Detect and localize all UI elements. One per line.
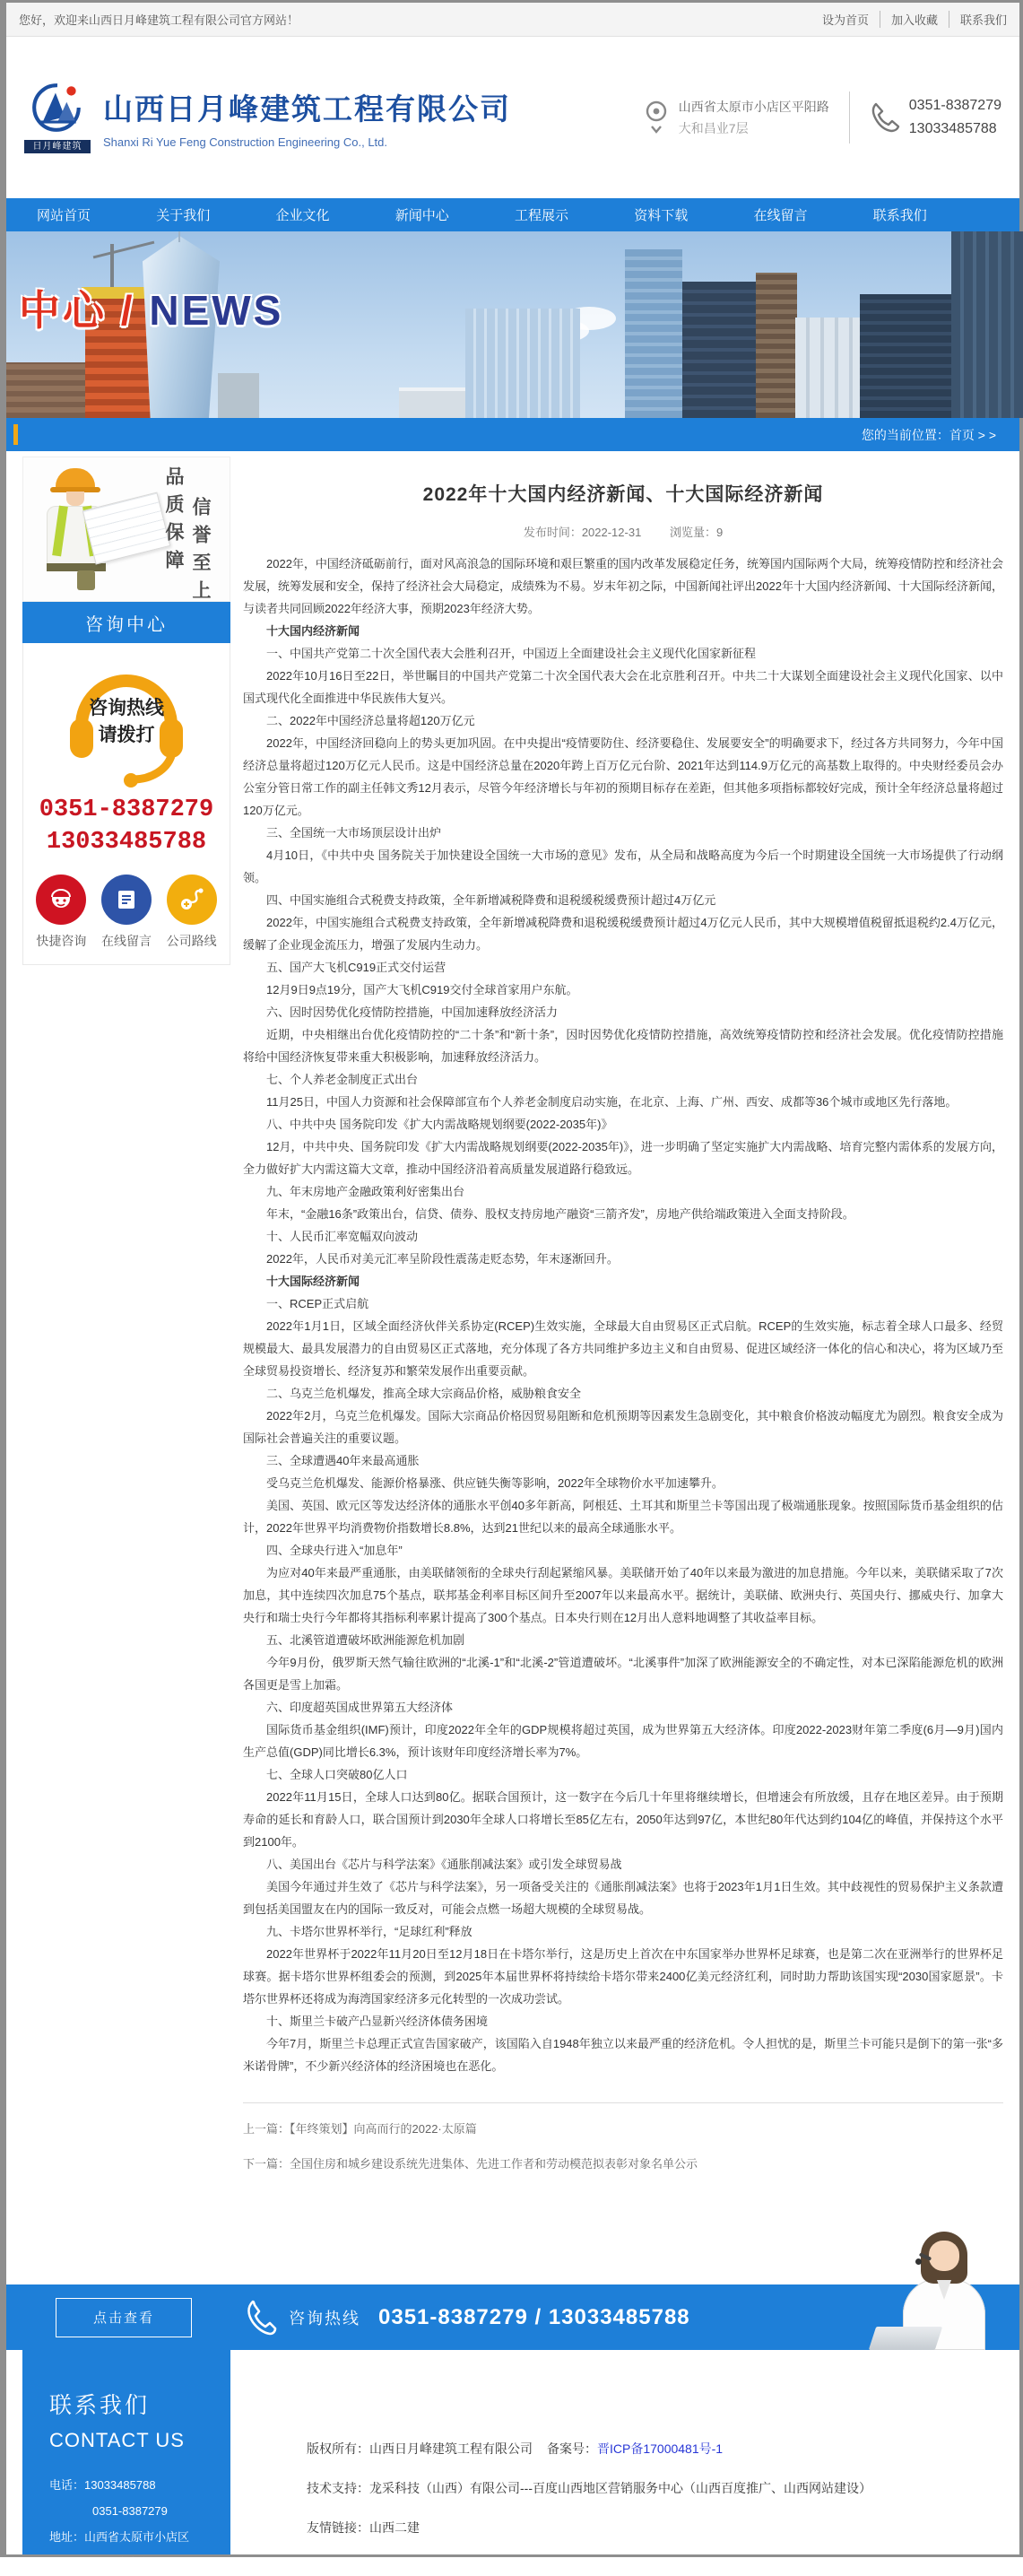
banner-title-en: NEWS — [149, 287, 284, 334]
article-meta — [243, 523, 1003, 540]
location-icon — [643, 100, 670, 135]
footer-contact-box — [22, 2350, 230, 2570]
blueprint-shape — [82, 492, 170, 565]
topbar-link[interactable]: 设为首页 — [811, 11, 880, 28]
message-board-button[interactable]: 在线留言 — [101, 875, 152, 950]
topbar-link[interactable]: 加入收藏 — [880, 11, 949, 28]
copyright-line: 版权所有：山西日月峰建筑工程有限公司 备案号：晋ICP备17000481号-1 — [307, 2441, 724, 2456]
nav-item[interactable]: 联系我们 — [872, 208, 927, 223]
click-view-button[interactable]: 点击查看 — [56, 2298, 192, 2337]
company-logo[interactable] — [24, 82, 91, 153]
article-paragraph: 今年7月，斯里兰卡总理正式宣告国家破产，该国陷入自1948年独立以来最严重的经济危机。令人担忧的是，斯里兰卡可能只是倒下的第一张“多米诺骨牌”，不少新兴经济体的经济困境也在恶化。 — [243, 2037, 1003, 2073]
company-name: 山西日月峰建筑工程有限公司 — [103, 92, 511, 126]
article-paragraph: 2022年1月1日，区域全面经济伙伴关系协定(RCEP)生效实施，全球最大自由贸易区正式启航。RCEP的生效实施，标志着全球人口最多、经贸规模最大、最具发展潜力的自由贸易区正式落地，充分体现了各方共同维护多边主义和自由贸易、促进区域经济一体化的信心和决心，将为区域乃至全球贸易投资增长、经济复苏和繁荣发展作出重要贡献。 — [243, 1319, 1003, 1378]
consult-center-header[interactable]: 咨询中心 — [22, 602, 230, 643]
article-paragraph: 美国、英国、欧元区等发达经济体的通胀水平创40多年新高，阿根廷、土耳其和斯里兰卡等国出现了极端通胀现象。按照国际货币基金组织的估计，2022年世界平均消费物价指数增长8.8%，达到21世纪以来的最高全球通胀水平。 — [243, 1499, 1003, 1535]
agent-laptop-shape — [869, 2327, 942, 2350]
article-paragraph: 九、年末房地产金融政策利好密集出台 — [266, 1185, 465, 1198]
article-paragraph: 近期，中央相继出台优化疫情防控的“二十条”和“新十条”，因时因势优化疫情防控措施，高效统筹疫情防控和经济社会发展。优化疫情防控措施将给中国经济恢复带来重大积极影响，加速释放经济活力。 — [243, 1028, 1003, 1064]
topbar-links — [811, 11, 1007, 28]
news-banner-image — [6, 231, 1019, 418]
article-paragraph: 五、北溪管道遭破坏欧洲能源危机加剧 — [266, 1633, 465, 1647]
content — [6, 451, 1019, 2197]
topbar-link[interactable]: 联系我们 — [959, 13, 1007, 27]
footer — [6, 2350, 1019, 2570]
building-shape — [682, 282, 758, 418]
cta-spacer — [6, 2197, 1019, 2284]
nav-item[interactable]: 关于我们 — [156, 208, 211, 223]
footer-contact-title: 联系我们 — [49, 2393, 151, 2418]
article-paragraph: 三、全球遭遇40年来最高通胀 — [266, 1454, 420, 1467]
banner-title-separator: / — [107, 287, 150, 334]
article-pager — [243, 2102, 1003, 2197]
slogan-reputation: 信誉至上 — [190, 497, 211, 608]
article-paragraph: 二、乌克兰危机爆发，推高全球大宗商品价格，威胁粮食安全 — [266, 1387, 582, 1400]
nav-item[interactable]: 工程展示 — [515, 208, 569, 223]
building-shape — [795, 318, 863, 418]
header-address-1: 山西省太原市小店区平阳路 — [678, 100, 829, 114]
article-paragraph: 11月25日，中国人力资源和社会保障部宣布个人养老金制度启动实施，在北京、上海、广州、西安、成都等36个城市或地区先行落地。 — [266, 1095, 958, 1109]
spire-shape — [178, 231, 180, 242]
article-paragraph: 一、中国共产党第二十次全国代表大会胜利召开，中国迈上全面建设社会主义现代化国家新征程 — [266, 647, 757, 660]
hotline-caption: 咨询热线 请拨打 — [89, 698, 164, 745]
article-paragraph: 国际货币基金组织(IMF)预计，印度2022年全年的GDP规模将超过英国，成为世界第五大经济体。印度2022-2023财年第二季度(6月—9月)国内生产总值(GDP)同比增长6.3%，预计该财年印度经济增长率为7%。 — [243, 1723, 1003, 1759]
building-shape — [218, 373, 259, 418]
consult-box — [22, 643, 230, 965]
article-paragraph: 2022年，中国实施组合式税费支持政策，全年新增减税降费和退税缓税缓费预计超过4万亿元人民币，其中大规模增值税留抵退税约2.4万亿元，缓解了企业现金流压力，增强了发展内生动力。 — [243, 916, 1003, 952]
sidebar — [22, 457, 230, 2197]
main-nav — [6, 198, 1019, 231]
article-paragraph: 4月10日，《中共中央 国务院关于加快建设全国统一大市场的意见》发布，从全局和战略高度为今后一个时期建设全国统一大市场提供了行动纲领。 — [243, 849, 1003, 884]
article-paragraph: 2022年11月15日，全球人口达到80亿。据联合国预计，这一数字在今后几十年里将继续增长，但增速会有所放缓，且存在地区差异。由于预期寿命的延长和育龄人口，联合国预计到2030年全球人口将增长至85亿左右，2050年达到97亿，本世纪80年代达到约104亿的峰值，并保持这个水平到2100年。 — [243, 1790, 1003, 1849]
nav-item[interactable]: 网站首页 — [37, 208, 91, 223]
quality-promo-image — [22, 457, 230, 608]
article-paragraph: 2022年10月16日至22日，举世瞩目的中国共产党第二十次全国代表大会在北京胜利召开。中共二十大谋划全面建设社会主义现代化国家、以中国式现代化全面推进中华民族伟大复兴。 — [243, 669, 1003, 705]
article-paragraph: 八、美国出台《芯片与科学法案》《通胀削减法案》或引发全球贸易战 — [266, 1858, 622, 1871]
breadcrumb[interactable]: 您的当前位置：首页 > > — [861, 427, 996, 442]
breadcrumb-bar — [6, 418, 1019, 451]
sidebar-phone-2: 13033485788 — [46, 829, 207, 856]
header-address-2: 大和昌业7层 — [678, 121, 749, 135]
footer-copyright-block — [307, 2429, 871, 2547]
view-count: 浏览量：9 — [669, 526, 724, 539]
article-paragraph: 九、卡塔尔世界杯举行，“足球红利”释放 — [266, 1925, 472, 1938]
sidebar-phone-1: 0351-8387279 — [39, 796, 214, 823]
welcome-text: 您好，欢迎来山西日月峰建筑工程有限公司官方网站！ — [19, 13, 299, 27]
article-paragraph: 十大国际经济新闻 — [266, 1275, 360, 1288]
next-article — [243, 2153, 1003, 2175]
article-paragraph: 八、中共中央 国务院印发《扩大内需战略规划纲要(2022-2035年)》 — [266, 1118, 613, 1131]
logo-mountain-icon — [30, 82, 85, 134]
article-paragraph: 2022年，人民币对美元汇率呈阶段性震荡走贬态势，年末逐渐回升。 — [266, 1252, 619, 1266]
article-paragraph: 12月，中共中央、国务院印发《扩大内需战略规划纲要(2022-2035年)》，进一步明确了坚定实施扩大内需战略、培育完整内需体系的发展方向，全力做好扩大内需这篇大文章，推动中国经济沿着高质量发展道路行稳致远。 — [243, 1140, 1003, 1176]
article-paragraph: 五、国产大飞机C919正式交付运营 — [266, 961, 446, 974]
worker-face-shape — [66, 492, 84, 506]
nav-item[interactable]: 在线留言 — [753, 208, 808, 223]
header — [6, 37, 1019, 198]
prev-label: 上一篇： — [243, 2122, 290, 2136]
header-phone-2: 13033485788 — [908, 121, 997, 136]
agent-face-shape — [929, 2241, 959, 2271]
article-paragraph: 2022年，中国经济砥砺前行，面对风高浪急的国际环境和艰巨繁重的国内改革发展稳定任务，统筹国内国际两个大局，统筹疫情防控和经济社会发展，统筹发展和安全，保持了经济社会大局稳定，成绩殊为不易。岁末年初之际，中国新闻社评出2022年十大国内经济新闻、十大国际经济新闻，与读者共同回顾2022年经济大事，预期2023年经济大势。 — [243, 557, 1003, 615]
logo-caption: 日月峰建筑 — [24, 140, 91, 153]
building-shape — [6, 362, 87, 418]
building-shape — [625, 249, 682, 418]
publish-time: 发布时间：2022-12-31 — [523, 526, 642, 539]
service-agent-image — [872, 2232, 1007, 2350]
prev-article-link[interactable]: 【年终策划】向高而行的2022·太原篇 — [290, 2122, 477, 2136]
article-paragraph: 十、斯里兰卡破产凸显新兴经济体债务困境 — [266, 2015, 489, 2028]
article-paragraph: 今年9月份，俄罗斯天然气输往欧洲的“北溪-1”和“北溪-2”管道遭破坏。“北溪事件”加深了欧洲能源安全的不确定性，对本已深陷能源危机的欧洲各国更是雪上加霜。 — [243, 1656, 1003, 1692]
footer-tel-line2: 0351-8387279 — [92, 2504, 168, 2518]
slogan-quality: 品质保障 — [163, 466, 184, 578]
chat-face-icon — [48, 886, 74, 913]
cta-section — [6, 2197, 1019, 2350]
article-paragraph: 七、全球人口突破80亿人口 — [266, 1768, 408, 1781]
banner-title-cn: 中心 — [19, 287, 107, 334]
prev-article — [243, 2118, 1003, 2140]
breadcrumb-accent-bar — [13, 424, 18, 445]
footer-tel-line1: 电话：13033485788 — [49, 2478, 156, 2492]
friend-links-line: 友情链接：山西二建 — [307, 2520, 420, 2535]
worker-pouch-shape — [77, 570, 95, 590]
banner-title — [19, 278, 283, 337]
article-title: 2022年十大国内经济新闻、十大国际经济新闻 — [422, 484, 824, 505]
footer-addr-line1: 地址：山西省太原市小店区 — [49, 2530, 190, 2544]
quick-consult-button[interactable]: 快捷咨询 — [36, 875, 86, 950]
article-paragraph: 十、人民币汇率宽幅双向波动 — [266, 1230, 419, 1243]
handset-icon — [246, 2300, 276, 2336]
article-paragraph: 六、印度超英国成世界第五大经济体 — [266, 1701, 454, 1714]
article-main — [230, 457, 1003, 2197]
agent-mic-shape — [915, 2258, 922, 2265]
article-paragraph: 2022年世界杯于2022年11月20日至12月18日在卡塔尔举行，这是历史上首次在中东国家举办世界杯足球赛，也是第二次在亚洲举行的世界杯足球赛。据卡塔尔世界杯组委会的预测，到2025年本届世界杯将持续给卡塔尔带来2400亿美元经济红利，同时助力帮助该国实现“2030国家愿景”。卡塔尔世界杯还将成为海湾国家经济多元化转型的一次成功尝试。 — [243, 1947, 1003, 2006]
article-paragraph: 2022年2月，乌克兰危机爆发。国际大宗商品价格因贸易阻断和危机预期等因素发生急剧变化，其中粮食价格波动幅度尤为剧烈。粮食安全成为国际社会普遍关注的重要议题。 — [243, 1409, 1003, 1445]
footer-addr-line2: 平阳路大和昌业7层 — [92, 2556, 193, 2570]
nav-item[interactable]: 新闻中心 — [394, 208, 449, 223]
cta-bar — [6, 2284, 1019, 2350]
article-paragraph: 年末，“金融16条”政策出台，信贷、债券、股权支持房地产融资“三箭齐发”，房地产供给端政策进入全面支持阶段。 — [266, 1207, 854, 1221]
header-divider — [849, 91, 850, 144]
article-paragraph: 三、全国统一大市场顶层设计出炉 — [266, 826, 442, 840]
nav-item[interactable]: 资料下载 — [634, 208, 689, 223]
article-paragraph: 美国今年通过并生效了《芯片与科学法案》，另一项备受关注的《通胀削减法案》也将于2023年1月1日生效。其中歧视性的贸易保护主义条款遭到包括美国盟友在内的国际一致反对，可能会点燃一场超大规模的全球贸易战。 — [243, 1880, 1003, 1916]
article-paragraph: 12月9日9点19分，国产大飞机C919交付全球首家用户东航。 — [266, 983, 578, 996]
friend-link[interactable]: 山西二建 — [369, 2520, 420, 2535]
article-paragraph: 十大国内经济新闻 — [266, 624, 360, 638]
article-paragraph: 一、RCEP正式启航 — [266, 1297, 369, 1310]
building-shape — [951, 231, 1023, 418]
nav-item[interactable]: 企业文化 — [275, 208, 330, 223]
building-shape — [465, 309, 580, 418]
beian-link[interactable]: 晋ICP备17000481号-1 — [597, 2441, 724, 2456]
article-paragraph: 四、中国实施组合式税费支持政策，全年新增减税降费和退税缓税缓费预计超过4万亿元 — [266, 893, 716, 907]
article-paragraph: 七、个人养老金制度正式出台 — [266, 1073, 419, 1086]
company-name-en: Shanxi Ri Yue Feng Construction Engineering Co., Ltd. — [103, 135, 388, 149]
article-paragraph: 二、2022年中国经济总量将超120万亿元 — [266, 714, 475, 727]
footer-contact-title-en: CONTACT US — [49, 2429, 185, 2451]
article-paragraph: 受乌克兰危机爆发、能源价格暴涨、供应链失衡等影响，2022年全球物价水平加速攀升。 — [266, 1476, 724, 1490]
crane-jib-shape — [93, 241, 155, 259]
article-paragraph: 2022年，中国经济回稳向上的势头更加巩固。在中央提出“疫情要防住、经济要稳住、发展要安全”的明确要求下，经过各方共同努力，今年中国经济总量将超过120万亿元人民币。这是中国经济总量在2020年跨上百万亿元台阶、2021年达到114.9万亿元的高基数上取得的。中央财经委员会办公室分管日常工作的副主任韩文秀12月表示，尽管今年经济增长与年初的预期目标存在差距，但其他多项指标都较好完成，预计全年经济总量将超过120万亿元。 — [243, 736, 1003, 817]
building-shape — [756, 273, 797, 418]
route-icon — [178, 886, 205, 913]
message-pen-icon — [114, 887, 139, 912]
header-phone-1: 0351-8387279 — [908, 98, 1001, 113]
sidebar-phones — [23, 794, 230, 858]
article-paragraph: 四、全球央行进入“加息年” — [266, 1544, 403, 1557]
topbar — [6, 3, 1019, 37]
brand-block — [103, 86, 511, 149]
worker-belt-shape — [47, 563, 106, 571]
article-paragraph: 为应对40年来最严重通胀，由美联储领衔的全球央行刮起紧缩风暴。美联储开始了40年以来最为激进的加息措施。今年以来，美联储采取了7次加息，其中连续四次加息75个基点，联邦基金利率目标区间升至2007年以来最高水平。据统计，美联储、欧洲央行、英国央行、挪威央行、加拿大央行和瑞士央行今年都将其指标利率累计提高了300个基点。日本央行则在12月出人意料地调整了其收益率目标。 — [243, 1566, 1003, 1624]
phone-icon — [870, 101, 900, 134]
cta-hotline-label: 咨询热线 — [289, 2309, 360, 2328]
next-label: 下一篇： — [243, 2157, 290, 2171]
cta-hotline-numbers: 0351-8387279 / 13033485788 — [378, 2304, 690, 2329]
article-body — [243, 553, 1003, 2077]
company-route-button[interactable]: 公司路线 — [167, 875, 217, 950]
next-article-link[interactable]: 全国住房和城乡建设系统先进集体、先进工作者和劳动模范拟表彰对象名单公示 — [290, 2157, 698, 2171]
building-shape — [860, 294, 955, 418]
header-contact — [643, 91, 1001, 144]
tech-support-line: 技术支持：龙采科技（山西）有限公司---百度山西地区营销服务中心（山西百度推广、山西网站建设） — [307, 2481, 871, 2495]
article-paragraph: 六、因时因势优化疫情防控措施，中国加速释放经济活力 — [266, 1005, 559, 1019]
